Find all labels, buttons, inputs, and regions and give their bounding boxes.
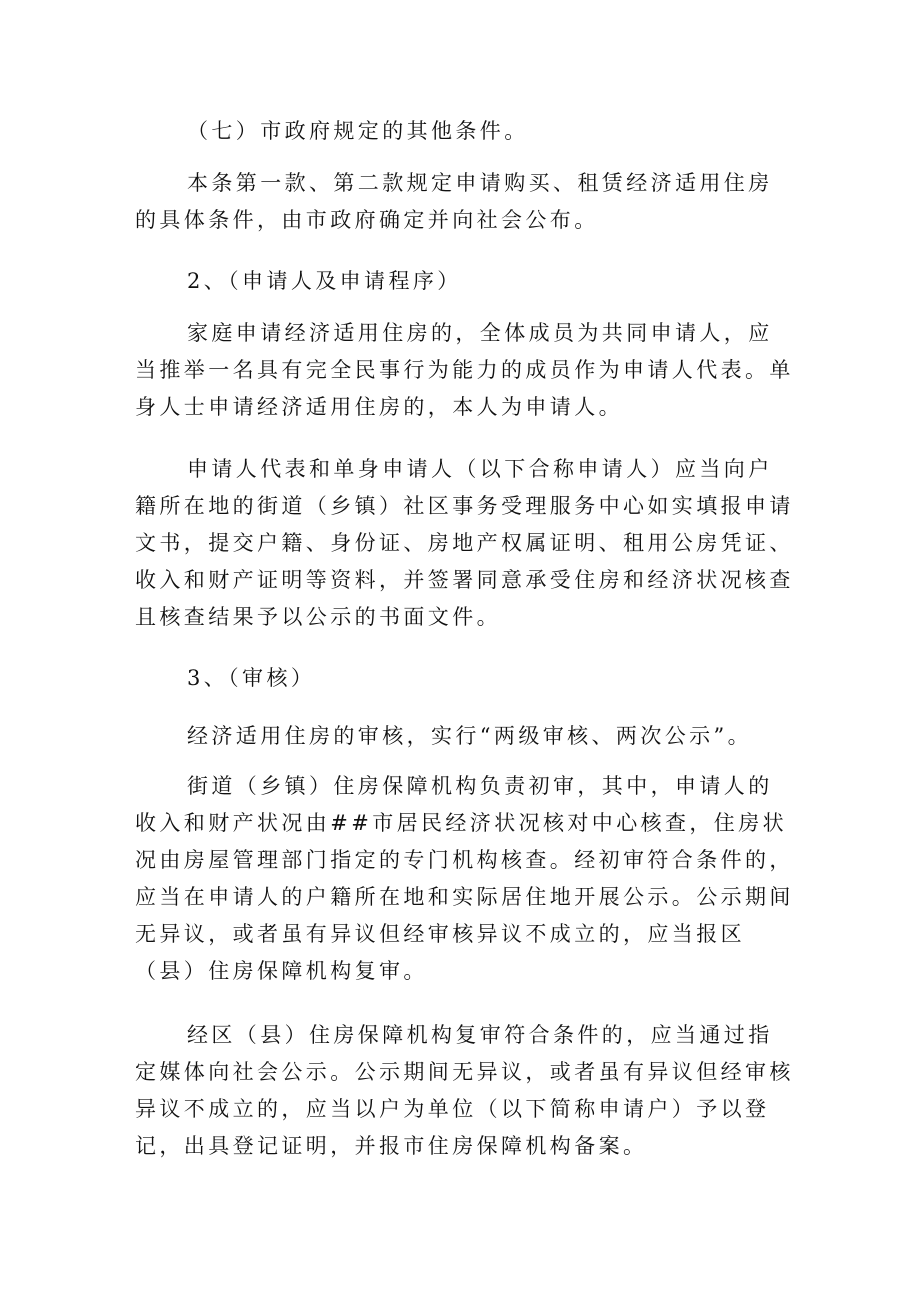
section-heading-review: 3、（审核） (187, 666, 316, 690)
paragraph-second-review: 经区（县）住房保障机构复审符合条件的，应当通过指定媒体向社会公示。公示期间无异议，或者虽有异议但经审核异议不成立的，应当以户为单位（以下简称申请户）予以登记，出具登记证明，并报市住房保障机构备案。 (135, 1023, 794, 1158)
paragraph-initial-review: 街道（乡镇）住房保障机构负责初审，其中，申请人的收入和财产状况由##市居民经济状况核对中心核查，住房状况由房屋管理部门指定的专门机构核查。经初审符合条件的，应当在申请人的户籍所在地和实际居住地开展公示。公示期间无异议，或者虽有异议但经审核异议不成立的，应当报区（县）住房保障机构复审。 (135, 774, 794, 983)
paragraph-two-level-review: 经济适用住房的审核，实行“两级审核、两次公示”。 (187, 724, 753, 748)
paragraph-application-procedure: 申请人代表和单身申请人（以下合称申请人）应当向户籍所在地的街道（乡镇）社区事务受理服务中心如实填报申请文书，提交户籍、身份证、房地产权属证明、租用公房凭证、收入和财产证明等资料，并签署同意承受住房和经济状况核查且核查结果予以公示的书面文件。 (135, 457, 794, 629)
paragraph-joint-applicants: 家庭申请经济适用住房的，全体成员为共同申请人，应当推举一名具有完全民事行为能力的成员作为申请人代表。单身人士申请经济适用住房的，本人为申请人。 (135, 321, 794, 419)
paragraph-conditions-publication: 本条第一款、第二款规定申请购买、租赁经济适用住房的具体条件，由市政府确定并向社会公布。 (135, 171, 773, 232)
section-heading-applicant: 2、（申请人及申请程序） (187, 269, 462, 293)
clause-item-7: （七）市政府规定的其他条件。 (187, 119, 529, 143)
